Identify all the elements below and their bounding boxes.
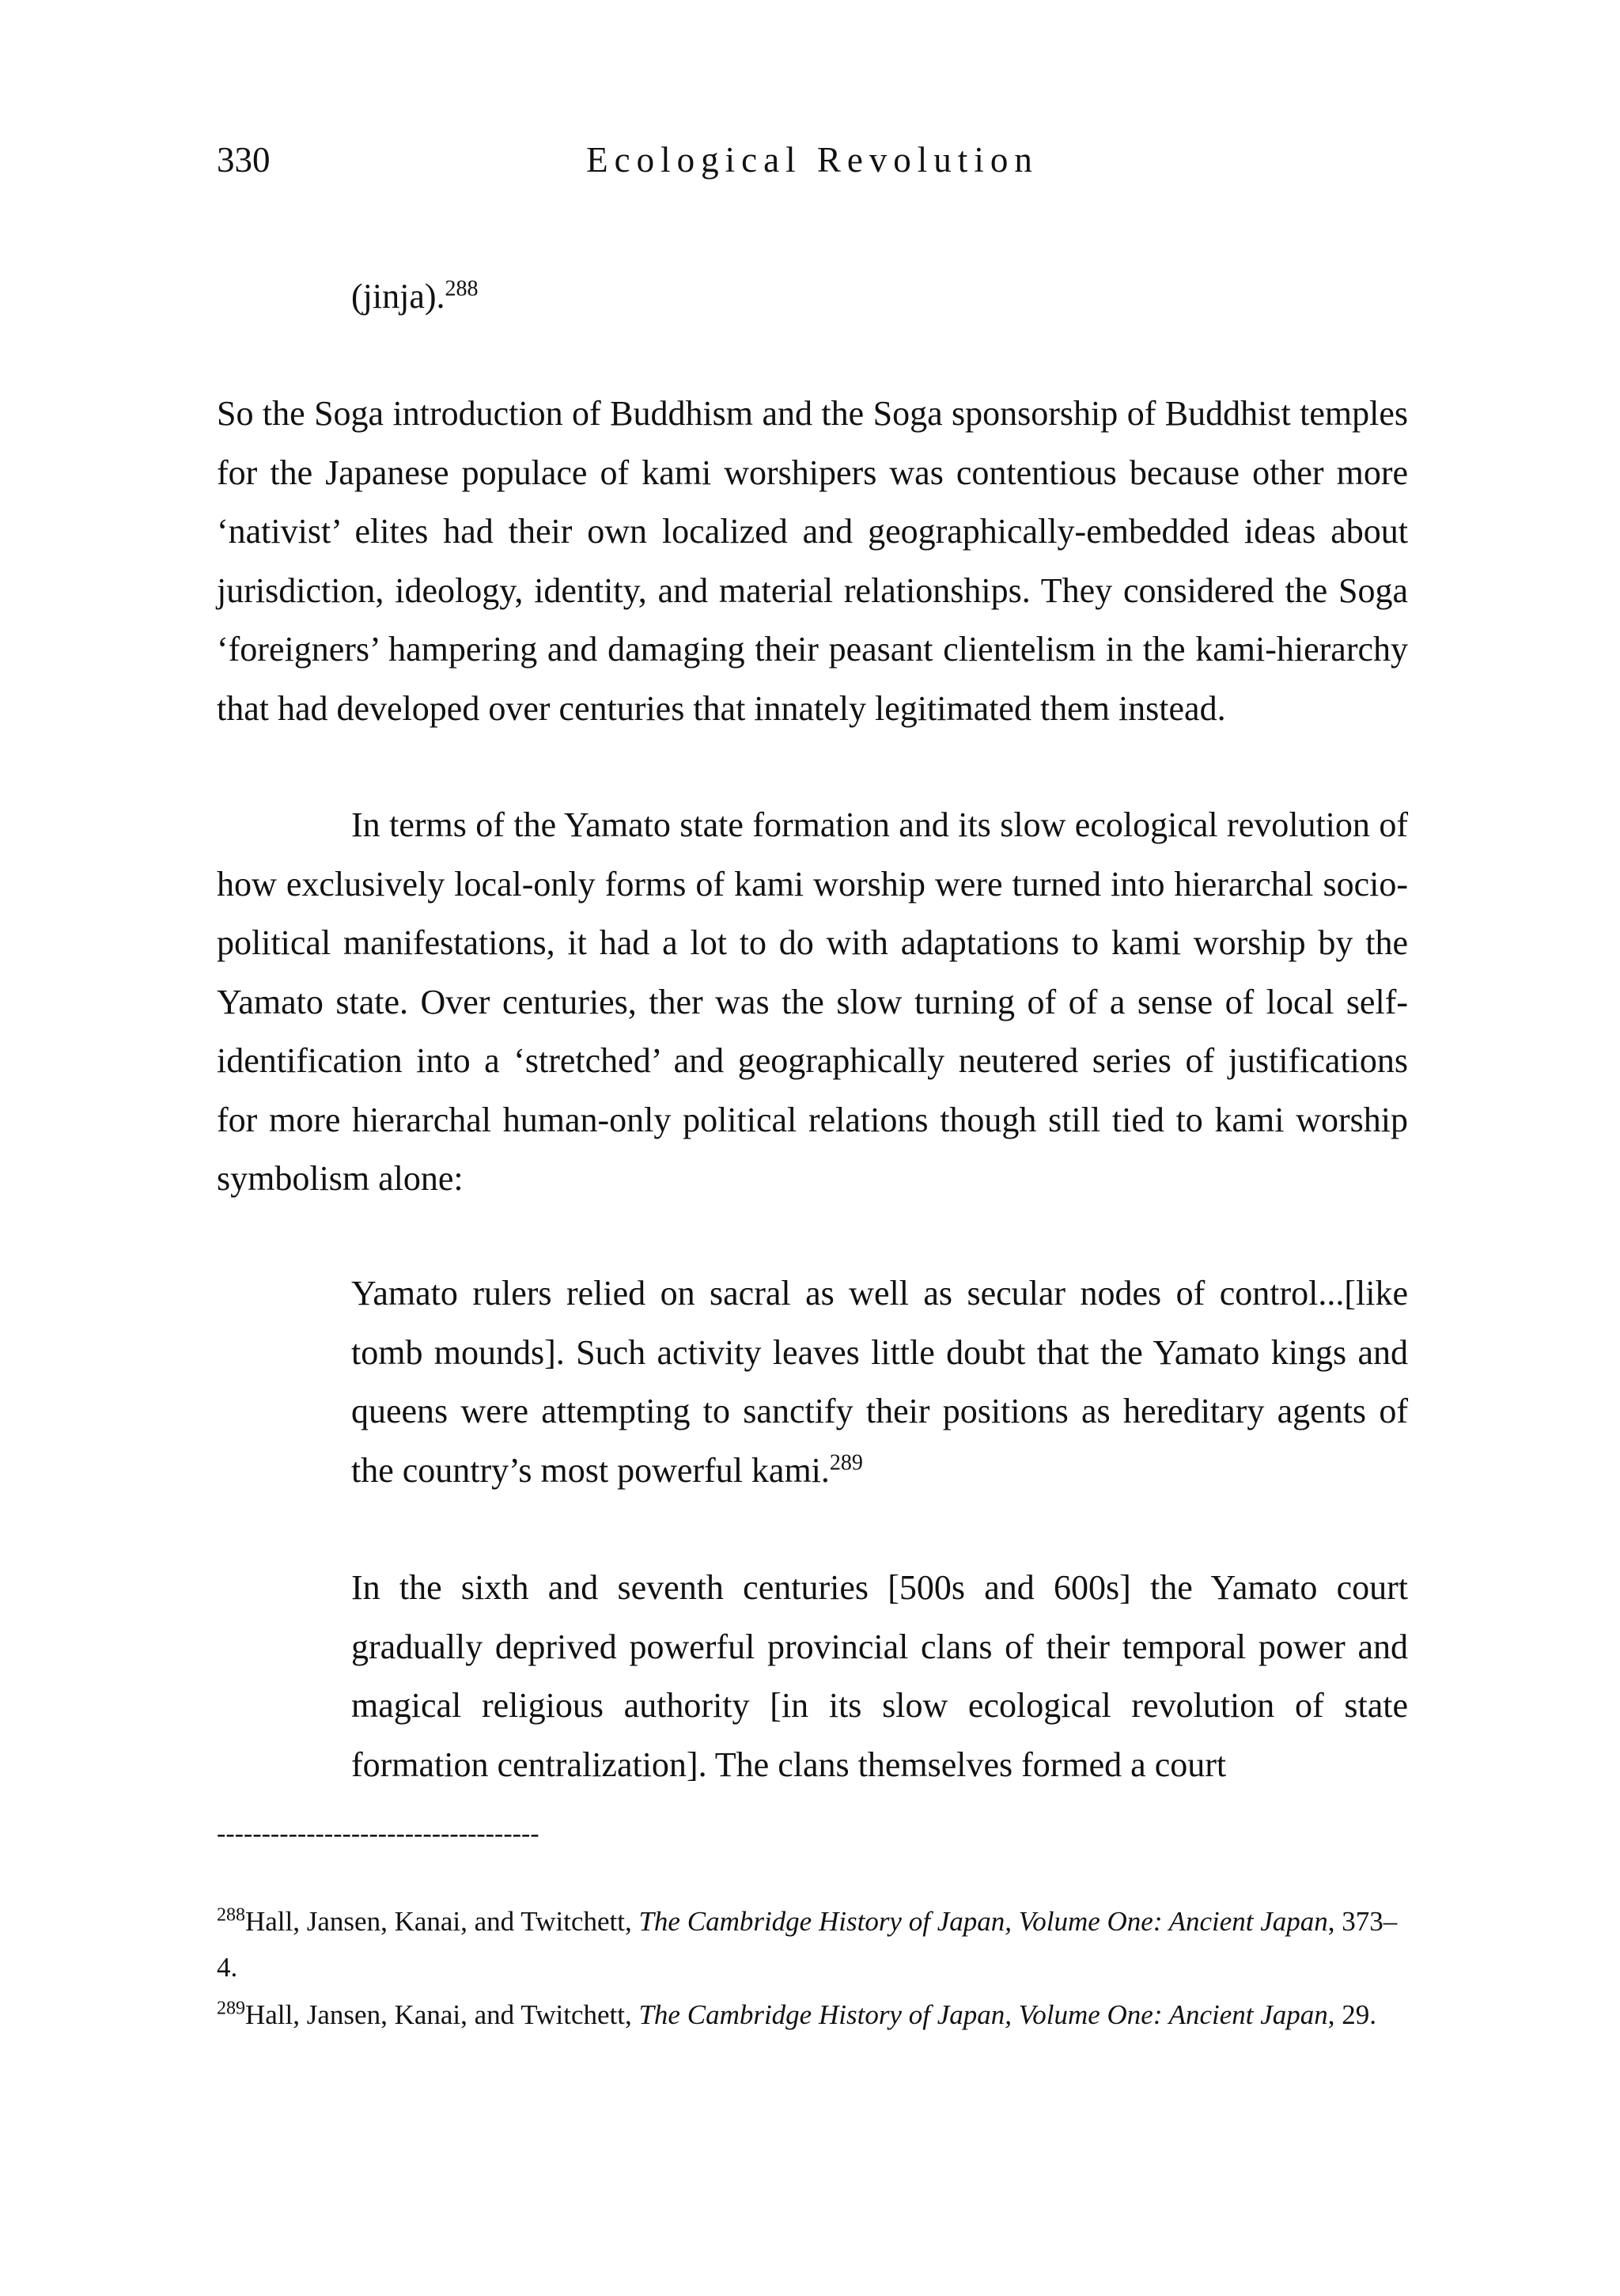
block-quote-text: In the sixth and seventh centuries [500s and 600s] the Yamato court gradually deprived powerful provincial clans of their temporal power and magical religious authority [in its slow ecological revolution of state formation centralization]. The clans themselves formed a court	[351, 1568, 1408, 1784]
footnote-authors: Hall, Jansen, Kanai, and Twitchett,	[245, 1906, 639, 1937]
footnote-reference[interactable]: 288	[445, 276, 479, 301]
running-title: Ecological Revolution	[586, 140, 1039, 180]
footnote-separator: ------------------------------------	[217, 1819, 539, 1848]
block-quote	[351, 1264, 1408, 1500]
continuation-text: (jinja).	[351, 277, 445, 316]
footnote-reference[interactable]: 289	[829, 1449, 863, 1475]
paragraph: So the Soga introduction of Buddhism and the Soga sponsorship of Buddhist temples for the Japanese populace of kami worshipers was contentious because other more ‘nativist’ elites had their own localized and geographically-embedded ideas about jurisdiction, ideology, identity, and material relationships. They considered the Soga ‘foreigners’ hampering and damaging their peasant clientelism in the kami-hierarchy that had developed over centuries that innately legitimated them instead.	[217, 394, 1408, 728]
block-quote-text: Yamato rulers relied on sacral as well as secular nodes of control...[like tomb mounds]. Such activity leaves little doubt that the Yamato kings and queens were attempting to sanctify their positions as hereditary agents of the country’s most powerful kami.	[351, 1274, 1408, 1490]
page-number: 330	[217, 140, 271, 180]
footnote-pages: , 373–4.	[217, 1906, 1398, 1983]
footnote-pages: , 29.	[1327, 1999, 1377, 2030]
footnote-number: 289	[217, 1998, 245, 2019]
footnote	[217, 1992, 1408, 2038]
footnote-authors: Hall, Jansen, Kanai, and Twitchett,	[245, 1999, 639, 2030]
paragraph: In terms of the Yamato state formation and its slow ecological revolution of how exclusively local-only forms of kami worship were turned into hierarchal socio-political manifestations, it had a lot to do with adaptations to kami worship by the Yamato state. Over centuries, ther was the slow turning of of a sense of local self-identification into a ‘stretched’ and geographically neutered series of justifications for more hierarchal human-only political relations though still tied to kami worship symbolism alone:	[217, 805, 1408, 1198]
footnote-number: 288	[217, 1904, 245, 1926]
running-header	[217, 136, 1408, 184]
continuation-line	[351, 267, 1408, 327]
footnote-title: The Cambridge History of Japan, Volume One: Ancient Japan	[638, 1999, 1328, 2030]
footnote-title: The Cambridge History of Japan, Volume One: Ancient Japan	[638, 1906, 1328, 1937]
block-quote	[351, 1559, 1408, 1794]
footnote	[217, 1899, 1408, 1991]
